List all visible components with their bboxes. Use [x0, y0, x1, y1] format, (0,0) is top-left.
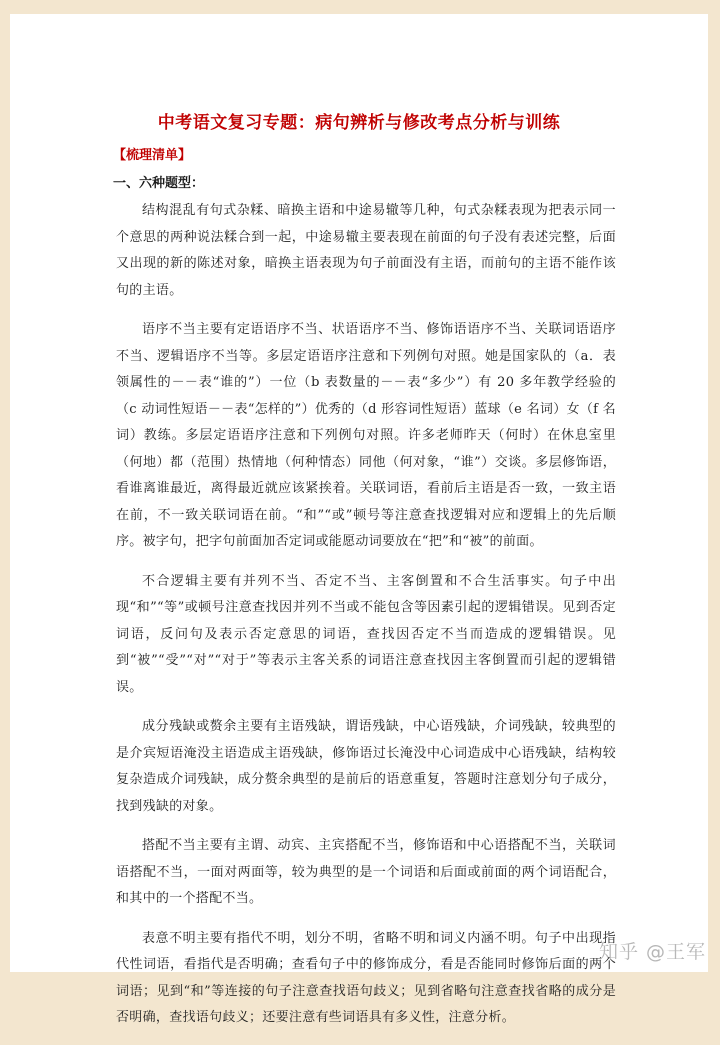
paragraph: 语序不当主要有定语语序不当、状语语序不当、修饰语语序不当、关联词语语序不当、逻辑语序不当等。多层定语语序注意和下列例句对照。她是国家队的（a．表领属性的－－表“谁的”）一位（b 表数量的－－表“多少”）有 20 多年教学经验的（c 动词性短语－－表“怎样的”）优秀的（d 形容词性短语）蓝球（e 名词）女（f 名词）教练。多层定语语序注意和下列例句对照。许多老师昨天（何时）在休息室里（何地）都（范围）热情地（何种情态）同他（何对象，“谁”）交谈。多层修饰语，看谁离谁最近，离得最近就应该紧挨着。关联词语，看前后主语是否一致，一致主语在前，不一致关联词语在前。“和”“或”顿号等注意查找逻辑对应和逻辑上的先后顺序。被字句，把字句前面加否定词或能愿动词要放在“把”和“被”的前面。 — [116, 322, 616, 549]
paragraph: 成分残缺或赘余主要有主语残缺，谓语残缺，中心语残缺，介词残缺，较典型的是介宾短语淹没主语造成主语残缺，修饰语过长淹没中心词造成中心语残缺，结构较复杂造成介词残缺，成分赘余典型的是前后的语意重复，答题时注意划分句子成分，找到残缺的对象。 — [116, 719, 616, 814]
paragraph: 不合逻辑主要有并列不当、否定不当、主客倒置和不合生活事实。句子中出现“和”“等”或顿号注意查找因并列不当或不能包含等因素引起的逻辑错误。见到否定词语，反问句及表示否定意思的词语，查找因否定不当而造成的逻辑错误。见到“被”“受”“对”“对于”等表示主客关系的词语注意查找因主客倒置而引起的逻辑错误。 — [116, 573, 616, 695]
paragraph: 表意不明主要有指代不明，划分不明，省略不明和词义内涵不明。句子中出现指代性词语，看指代是否明确；查看句子中的修饰成分，看是否能同时修饰后面的两个词语；见到“和”等连接的句子注意查找语句歧义；见到省略句注意查找省略的成分是否明确，查找语句歧义；还要注意有些词语具有多义性，注意分析。 — [116, 930, 616, 1025]
body-text — [116, 198, 616, 1045]
subheading: 一、六种题型： — [113, 176, 205, 191]
document-title: 中考语文复习专题：病句辨析与修改考点分析与训练 — [157, 113, 561, 133]
watermark: 知乎 @王军 — [598, 941, 706, 963]
paragraph: 结构混乱有句式杂糅、暗换主语和中途易辙等几种，句式杂糅表现为把表示同一个意思的两种说法糅合到一起，中途易辙主要表现在前面的句子没有表述完整，后面又出现的新的陈述对象，暗换主语表现为句子前面没有主语，而前句的主语不能作该句的主语。 — [116, 203, 616, 298]
section-tag: 【梳理清单】 — [113, 148, 192, 163]
document-page — [10, 14, 708, 1025]
paragraph: 搭配不当主要有主谓、动宾、主宾搭配不当，修饰语和中心语搭配不当，关联词语搭配不当，一面对两面等，较为典型的是一个词语和后面或前面的两个词语配合，和其中的一个搭配不当。 — [116, 838, 616, 906]
